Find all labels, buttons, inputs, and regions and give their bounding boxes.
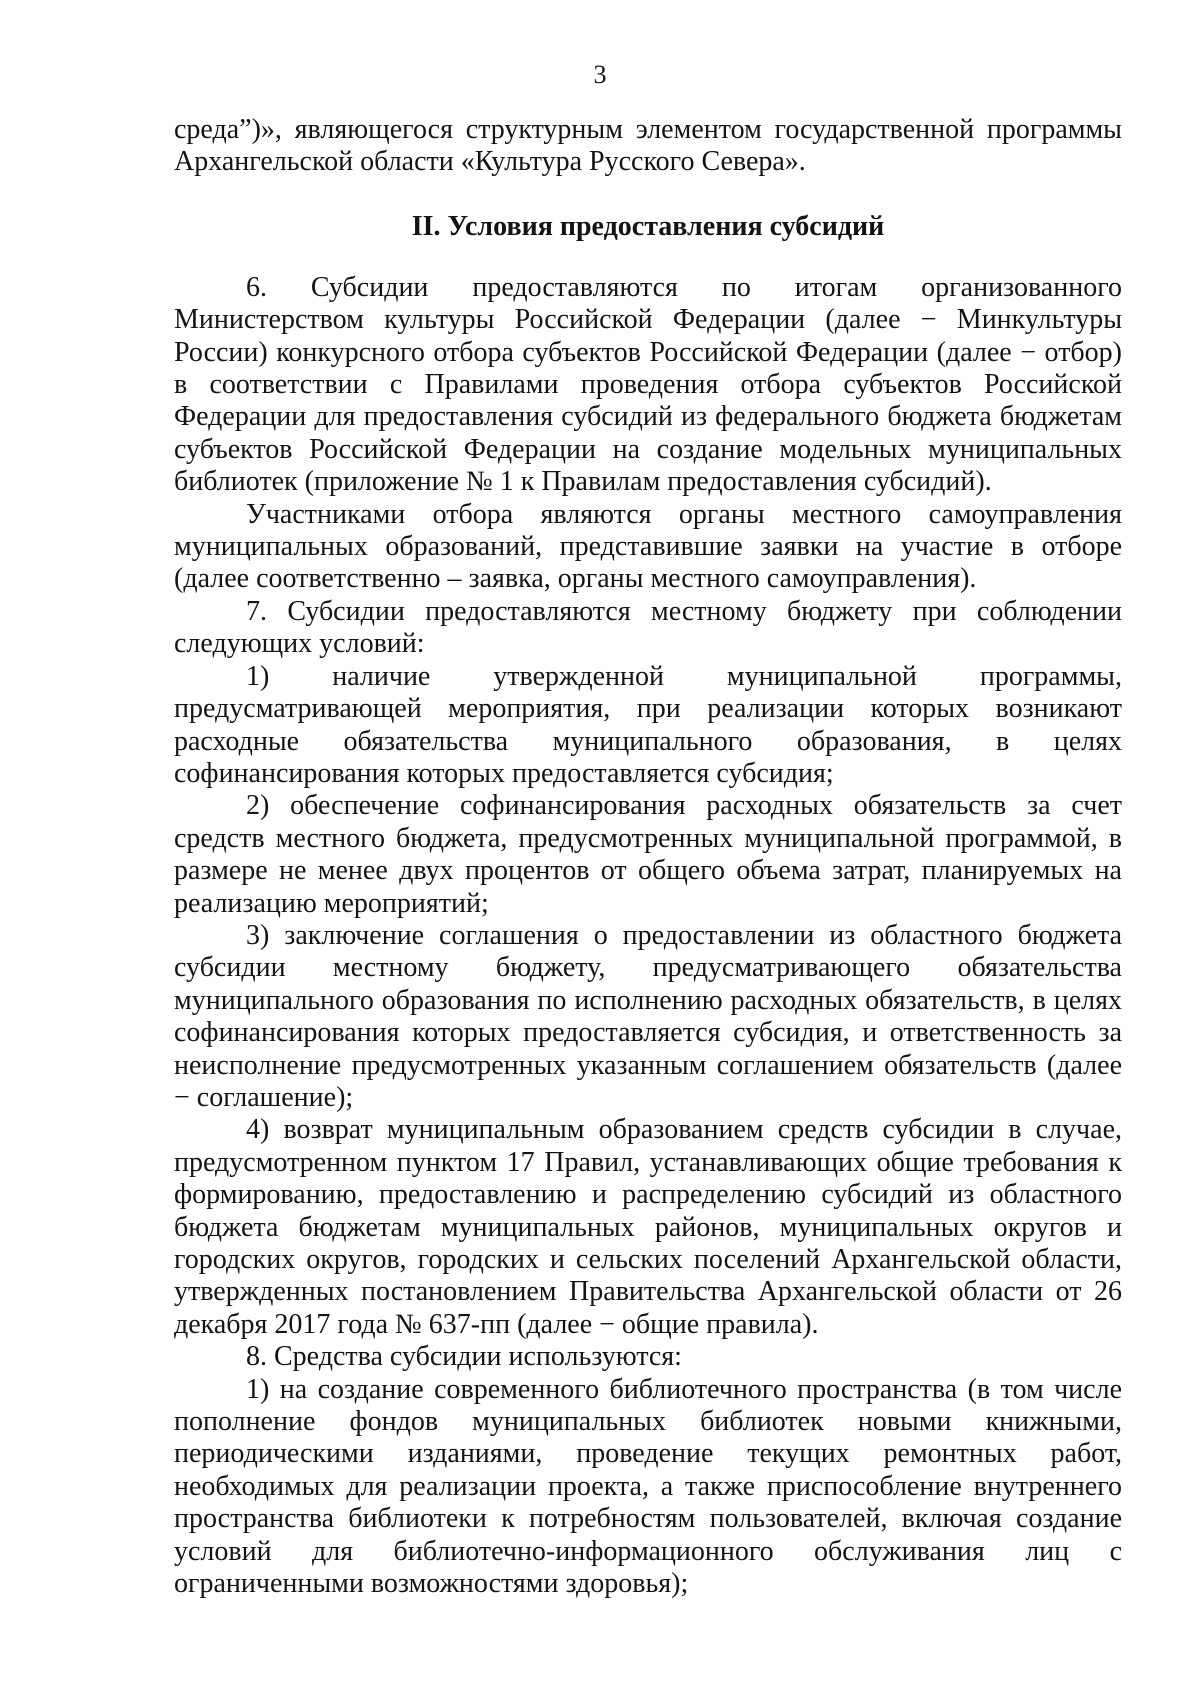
paragraph-7-item-3: 3) заключение соглашения о предоставлении из областного бюджета субсидии местному бюджету, предусматривающего обязательства муниципального образования по исполнению расходных обязательств, в целях софинансирования которых предоставляется субсидия, и ответственность за неисполнение предусмотренных указанным соглашением обязательств (далее − соглашение); bbox=[174, 919, 1122, 1113]
page-number: 3 bbox=[593, 60, 607, 89]
paragraph-8-item-1: 1) на создание современного библиотечного пространства (в том числе пополнение фондов муниципальных библиотек новыми книжными, периодическими изданиями, проведение текущих ремонтных работ, необходимых для реализации проекта, а также приспособление внутреннего пространства библиотеки к потребностям пользователей, включая создание условий для библиотечно-информационного обслуживания лиц с ограниченными возможностями здоровья); bbox=[174, 1373, 1122, 1600]
paragraph-7-item-2: 2) обеспечение софинансирования расходных обязательств за счет средств местного бюджета, предусмотренных муниципальной программой, в размере не менее двух процентов от общего объема затрат, планируемых на реализацию мероприятий; bbox=[174, 790, 1122, 919]
section-heading: II. Условия предоставления субсидий bbox=[411, 210, 885, 242]
document-body bbox=[174, 114, 1122, 1600]
intro-paragraph: среда”)», являющегося структурным элементом государственной программы Архангельской области «Культура Русского Севера». bbox=[174, 114, 1122, 178]
paragraph-7: 7. Субсидии предоставляются местному бюджету при соблюдении следующих условий: bbox=[174, 595, 1122, 660]
paragraph-participants: Участниками отбора являются органы местного самоуправления муниципальных образований, представившие заявки на участие в отборе (далее соответственно – заявка, органы местного самоуправления). bbox=[174, 498, 1122, 595]
paragraph-7-item-1: 1) наличие утвержденной муниципальной программы, предусматривающей мероприятия, при реализации которых возникают расходные обязательства муниципального образования, в целях софинансирования которых предоставляется субсидия; bbox=[174, 660, 1122, 789]
paragraph-7-item-4: 4) возврат муниципальным образованием средств субсидии в случае, предусмотренном пунктом 17 Правил, устанавливающих общие требования к формированию, предоставлению и распределению субсидий из областного бюджета бюджетам муниципальных районов, муниципальных округов и городских округов, городских и сельских поселений Архангельской области, утвержденных постановлением Правительства Архангельской области от 26 декабря 2017 года № 637-пп (далее − общие правила). bbox=[174, 1114, 1122, 1340]
paragraph-6: 6. Субсидии предоставляются по итогам организованного Министерством культуры Российской Федерации (далее − Минкультуры России) конкурсного отбора субъектов Российской Федерации (далее − отбор) в соответствии с Правилами проведения отбора субъектов Российской Федерации для предоставления субсидий из федерального бюджета бюджетам субъектов Российской Федерации на создание модельных муниципальных библиотек (приложение № 1 к Правилам предоставления субсидий). bbox=[174, 271, 1122, 498]
paragraph-8: 8. Средства субсидии используются: bbox=[246, 1341, 682, 1373]
